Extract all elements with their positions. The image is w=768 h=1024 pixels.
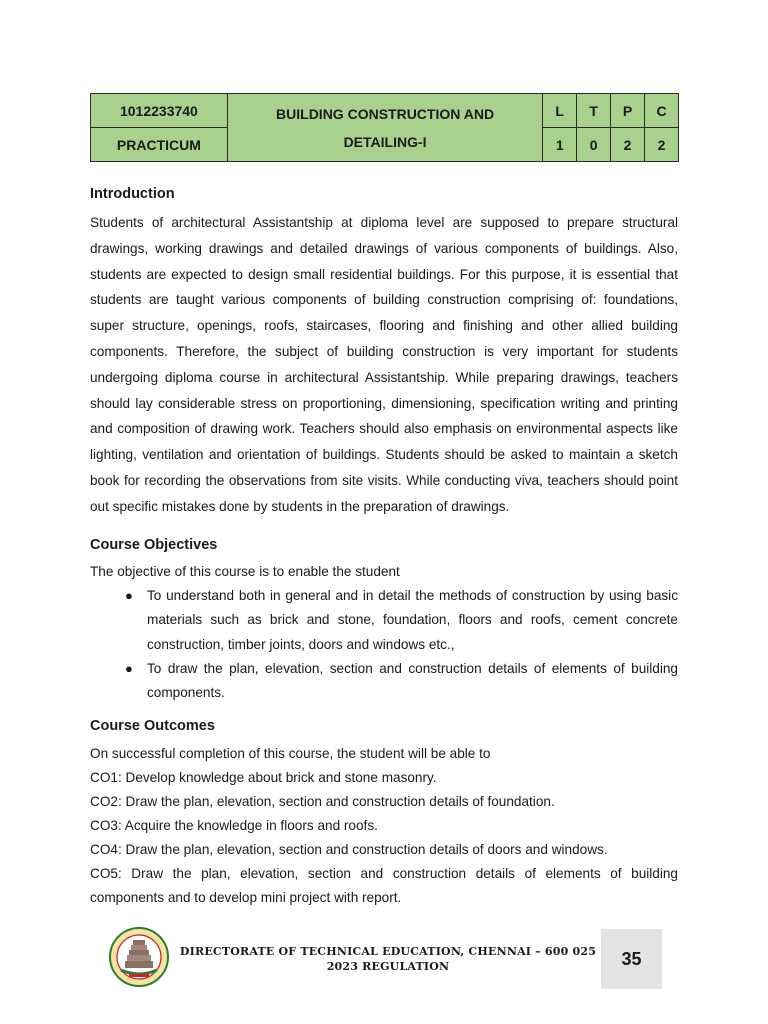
course-header-table xyxy=(90,93,679,162)
course-code: 1012233740 xyxy=(91,94,228,128)
objectives-intro: The objective of this course is to enable the student xyxy=(90,564,400,579)
bullet-icon: ● xyxy=(125,588,133,603)
footer-text xyxy=(176,944,600,974)
objective-text: To draw the plan, elevation, section and construction details of elements of building components. xyxy=(147,660,678,701)
outcome-item: CO4: Draw the plan, elevation, section and construction details of doors and windows. xyxy=(90,842,608,857)
introduction-text: Students of architectural Assistantship at diploma level are supposed to prepare structural drawings, working drawings and detailed drawings of various components of buildings. Also, students are expected to design small residential buildings. For this purpose, it is essential that students are taught various components of building construction comprising of: foundations, super structure, openings, roofs, staircases, flooring and finishing and other allied building components. Therefore, the subject of building construction is very important for students undergoing diploma course in architectural Assistantship. While preparing drawings, teachers should lay considerable stress on proportioning, dimensioning, specification writing and printing and composition of drawing work. Teachers should also emphasis on environmental aspects like lighting, ventilation and orientation of buildings. Students should be asked to maintain a sketch book for recording the observations from site visits. While conducting viva, teachers should point out specific mistakes done by students in the preparation of drawings. xyxy=(90,215,678,514)
tamil-nadu-emblem-icon xyxy=(109,926,169,988)
objectives-heading: Course Objectives xyxy=(90,537,218,553)
p-label: P xyxy=(611,94,645,128)
page-number: 35 xyxy=(601,929,662,989)
c-label: C xyxy=(645,94,679,128)
l-value: 1 xyxy=(543,128,577,162)
t-label: T xyxy=(577,94,611,128)
outcome-item: CO1: Develop knowledge about brick and stone masonry. xyxy=(90,770,437,785)
t-value: 0 xyxy=(577,128,611,162)
outcome-item: CO3: Acquire the knowledge in floors and roofs. xyxy=(90,818,378,833)
footer-line1: DIRECTORATE OF TECHNICAL EDUCATION, CHENNAI – 600 025 xyxy=(179,945,597,958)
course-title-line1: BUILDING CONSTRUCTION AND xyxy=(276,105,495,122)
introduction-heading: Introduction xyxy=(90,186,175,202)
course-title-line2: DETAILING-I xyxy=(343,133,427,150)
outcomes-heading: Course Outcomes xyxy=(90,718,215,734)
outcomes-intro: On successful completion of this course, the student will be able to xyxy=(90,746,491,761)
list-item xyxy=(125,584,678,657)
outcome-item: CO2: Draw the plan, elevation, section and construction details of foundation. xyxy=(90,794,555,809)
outcome-item: CO5: Draw the plan, elevation, section and construction details of elements of building components and to develop mini project with report. xyxy=(90,866,678,905)
bullet-icon: ● xyxy=(125,660,133,676)
objectives-list xyxy=(90,584,678,705)
objective-text: To understand both in general and in detail the methods of construction by using basic materials such as brick and stone, foundation, floors and roofs, cement concrete construction, timber joints, doors and windows etc., xyxy=(147,588,678,652)
list-item xyxy=(125,657,678,706)
course-title xyxy=(227,94,542,162)
c-value: 2 xyxy=(645,128,679,162)
footer-line2: 2023 REGULATION xyxy=(326,960,450,973)
p-value: 2 xyxy=(611,128,645,162)
l-label: L xyxy=(543,94,577,128)
course-type: PRACTICUM xyxy=(91,128,228,162)
